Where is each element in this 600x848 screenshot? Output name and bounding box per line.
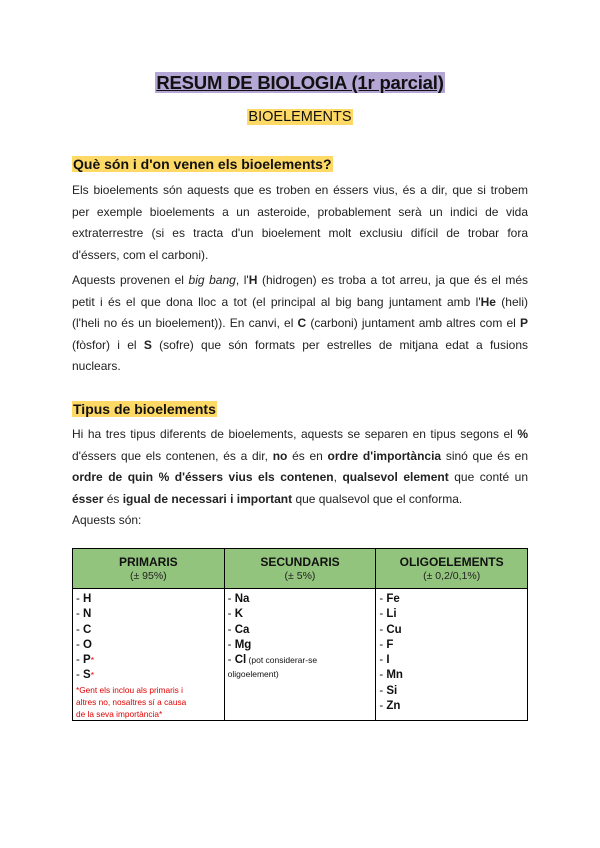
text-line: Aquests són: <box>72 513 142 527</box>
paragraph-definition <box>72 180 528 266</box>
list-item: - S* <box>76 669 95 682</box>
footnote: *Gent els inclou als primaris i altres no, nosaltres sí a causa de la seva importància* <box>76 684 187 720</box>
bioelements-table <box>72 548 528 721</box>
list-item: - O <box>76 638 92 651</box>
text-line: Hi ha tres tipus diferents de bioelements, aquests se separen en tipus segons el % <box>72 427 528 441</box>
list-item: - Mn <box>379 669 403 682</box>
list-item: - F <box>379 638 394 651</box>
list-item: - I <box>379 654 390 667</box>
section-heading-origin: Què són i d'on venen els bioelements? <box>73 156 332 172</box>
text-line: Els bioelements són aquests que es troben en éssers vius, és a dir, que si trobem <box>72 183 528 197</box>
header-oligoelements: OLIGOELEMENTS (± 0,2/0,1%) <box>376 549 528 589</box>
cell-oligoelements <box>376 589 528 721</box>
text-line: d'éssers que els contenen, és a dir, no és en ordre d'importància sinó que és en <box>72 448 528 463</box>
text-line: extraterrestre (si es tracta d'un bioelement molt exclusiu difícil de trobar fora <box>72 226 528 240</box>
text-line: d'éssers, com el carboni). <box>72 247 209 262</box>
list-item: - N <box>76 608 92 621</box>
section-heading-types: Tipus de bioelements <box>73 401 216 417</box>
text-line: Aquests provenen el big bang, l'H (hidrogen) es troba a tot arreu, ja que és el més <box>72 273 529 287</box>
list-item: - Si <box>379 684 398 697</box>
table-header-row <box>73 549 528 589</box>
list-item: - C <box>76 623 92 636</box>
document-title: RESUM DE BIOLOGIA (1r parcial) <box>156 72 444 93</box>
list-item: - Na <box>227 593 250 605</box>
cell-secundaris <box>224 589 376 721</box>
paragraph-origin <box>72 270 528 378</box>
list-item: - Li <box>379 608 397 621</box>
list-item: - Mg <box>227 638 252 651</box>
cell-primaris <box>73 589 225 721</box>
paragraph-types <box>72 424 528 532</box>
text-line: per exemple bioelements a un asteroide, probablement serà un indici de vida <box>72 204 528 219</box>
list-item: - K <box>227 608 243 621</box>
document-subtitle: BIOELEMENTS <box>248 109 352 125</box>
list-item: - P* <box>76 654 95 667</box>
list-item: - Zn <box>379 700 401 713</box>
header-secundaris: SECUNDARIS (± 5%) <box>224 549 376 589</box>
header-primaris: PRIMARIS (± 95%) <box>73 549 225 589</box>
table-body-row <box>73 589 528 721</box>
list-item-note: oligoelement) <box>227 669 279 680</box>
list-item: - H <box>76 593 92 605</box>
text-line: ésser és igual de necessari i important que qualsevol que el conforma. <box>72 491 463 506</box>
list-item: - Cu <box>379 623 402 636</box>
text-line: (fòsfor) i el S (sofre) que són formats per estrelles de mitjana edat a fusions <box>72 337 528 352</box>
text-line: (l'heli no és un bioelement)). En canvi, el C (carboni) juntament amb altres com el P <box>72 316 528 330</box>
list-item: - Ca <box>227 623 250 636</box>
text-line: nuclears. <box>72 359 121 373</box>
list-item: - Cl (pot considerar-se <box>227 654 318 667</box>
text-line: petit i és el que dona lloc a tot (el principal al big bang juntament amb l'He (heli) <box>72 294 528 309</box>
list-item: - Fe <box>379 593 400 605</box>
text-line: ordre de quin % d'éssers vius els contenen, qualsevol element que conté un <box>72 470 529 484</box>
